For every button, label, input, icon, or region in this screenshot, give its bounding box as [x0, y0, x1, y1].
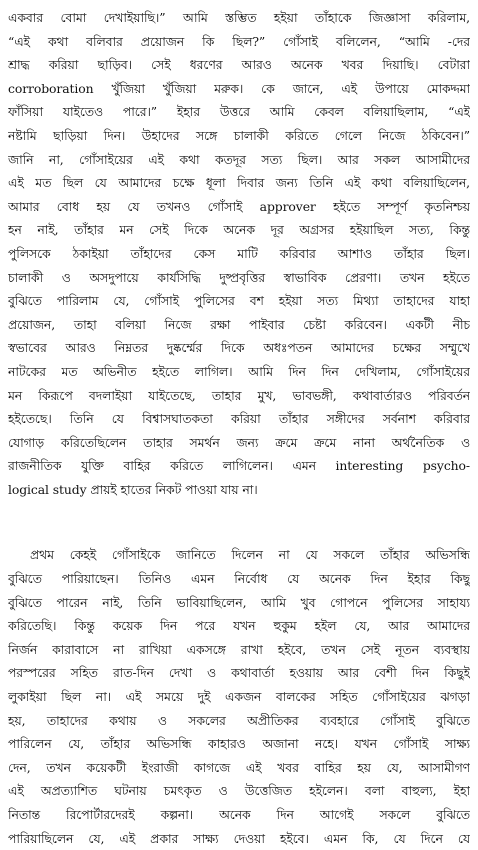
text-line: একবার বোমা দেখাইয়াছি।” আমি স্তম্ভিত হইয়া তাঁহাকে জিজ্ঞাসা করিলাম, [8, 10, 470, 25]
text-line: হয়, তাহাদের কথায় ও সকলের অপ্রীতিকর ব্যবহারে গোঁসাই বুঝিতে [8, 712, 470, 728]
text-line: নিতান্ত রিপোর্টারদেরই কল্পনা। অনেক দিন আগেই সকলে বুঝিতে [8, 807, 470, 822]
text-line: শ্রাদ্ধ করিয়া ছাড়িব। সেই ধরণের আরও অনেক খবর দিয়াছি। বেটারা [8, 57, 470, 73]
text-line: রাজনীতিক যুক্তি বাহির করিতে লাগিলেন। এমন interesting psycho- [8, 458, 470, 474]
text-line: বুঝিতে পারেন নাই, তিনি ভাবিয়াছিলেন, আমি খুব গোপনে পুলিসের সাহায্য [8, 594, 470, 610]
text-line: পুলিসকে ঠকাইয়া তাঁহাদের কেস মাটি করিবার আশাও তাঁহার ছিল। [8, 245, 470, 261]
text-line: হইতেছে। তিনি যে বিশ্বাসঘাতকতা করিয়া তাঁহার সঙ্গীদের সর্বনাশ করিবার [8, 411, 470, 427]
text-line: পারিলেন যে, তাঁহার অভিসন্ধি কাহারও অজানা নহে। যখন গোঁসাই সাক্ষ্য [8, 736, 470, 752]
text-line: প্রথম কেহই গোঁসাইকে জানিতে দিলেন না যে সকলে তাঁহার অভিসন্ধি [30, 547, 470, 563]
text-line: পারিয়াছিলেন যে, এই প্রকার সাক্ষ্য দেওয়া হইবে। এমন কি, যে দিনে যে [8, 830, 470, 846]
text-line: দেন, তখন কয়েকটী ইংরাজী কাগজে এই খবর বাহির হয় যে, আসামীগণ [8, 759, 470, 775]
text-line: স্বভাবের আরও নিম্নতর দুষ্কর্ম্মের দিকে অধঃপতন আমাদের চক্ষের সম্মুখে [8, 340, 470, 356]
text-line: “এই কথা বলিবার প্রয়োজন কি ছিল?” গোঁসাই বলিলেন, “আমি -দের [8, 33, 470, 49]
text-line: হন নাই, তাঁহার মন সেই দিকে অনেক দূর অগ্রসর হইয়াছিল সত্য, কিন্তু [8, 222, 470, 238]
text-line: ফাঁসিয়া যাইতেও পারে।” ইহার উত্তরে আমি কেবল বলিয়াছিলাম, “এই [8, 104, 470, 120]
text-line: মন কিরূপে বদলাইয়া যাইতেছে, তাহার মুখ, ভাবভঙ্গী, কথাবার্তারও পরিবর্তন [8, 387, 470, 403]
paragraph-gap [8, 501, 470, 543]
text-line: নাটকের মত অভিনীত হইতে লাগিল। আমি দিন দিন দেখিলাম, গোঁসাইয়ের [8, 363, 470, 379]
text-line: যোগাড় করিতেছিলেন তাহার সমর্থন জন্য ক্রমে ক্রমে নানা অর্থনৈতিক ও [8, 434, 470, 450]
text-line: logical study প্রায়ই হাতের নিকট পাওয়া যায় না। [8, 481, 258, 497]
text-line: জানি না, গোঁসাইয়ের এই কথা কতদূর সত্য ছিল। আর সকল আসামীদের [8, 151, 470, 167]
text-line: নষ্টামি ছাড়িয়া দিন। উহাদের সঙ্গে চালাকী করিতে গেলে নিজে ঠকিবেন।” [8, 127, 470, 143]
text-line: করিতেছি। কিন্তু কয়েক দিন পরে যখন হুকুম হইল যে, আর আমাদের [8, 618, 470, 634]
text-line: corroboration খুঁজিয়া খুঁজিয়া মরুক। কে জানে, এই উপায়ে মোকদ্দমা [8, 80, 470, 96]
text-line: এই অপ্রত্যাশিত ঘটনায় চমৎকৃত ও উত্তেজিত হইলেন। বলা বাহুল্য, ইহা [8, 783, 470, 799]
text-line: পরস্পরের সহিত রাত-দিন দেখা ও কথাবার্তা হওয়ায় আর বেশী দিন কিছুই [8, 665, 470, 681]
text-line: বুঝিতে পারিয়াছেন। তিনিও এমন নির্বোধ যে অনেক দিন ইহার কিছু [8, 571, 470, 587]
text-line: নির্জন কারাবাসে না রাখিয়া একসঙ্গে রাখা হইবে, তখন সেই নূতন ব্যবস্থায় [8, 641, 470, 657]
text-line: লুকাইয়া ছিল না। এই সময়ে দুই একজন বালকের সহিত গোঁসাইয়ের ঝগড়া [8, 689, 470, 705]
text-line: প্রয়োজন, তাহা বলিয়া নিজে রক্ষা পাইবার চেষ্টা করিবেন। একটী নীচ [8, 316, 470, 332]
text-line: এই মত ছিল যে আমাদের চক্ষে ধূলা দিবার জন্য তিনি এই কথা বলিয়াছিলেন, [8, 175, 470, 191]
text-line: চালাকী ও অসদুপায়ে কার্যসিদ্ধি দুষ্প্রবৃত্তির স্বাভাবিক প্রেরণা। তখন হইতে [8, 269, 470, 285]
paragraph [8, 543, 470, 850]
text-line: বুঝিতে পারিলাম যে, গোঁসাই পুলিসের বশ হইয়া সত্য মিথ্যা তাহাদের যাহা [8, 293, 470, 309]
text-line: আমার বোধ হয় যে তখনও গোঁসাই approver হইতে সম্পূর্ণ কৃতনিশ্চয় [8, 198, 470, 214]
paragraph [8, 6, 470, 501]
